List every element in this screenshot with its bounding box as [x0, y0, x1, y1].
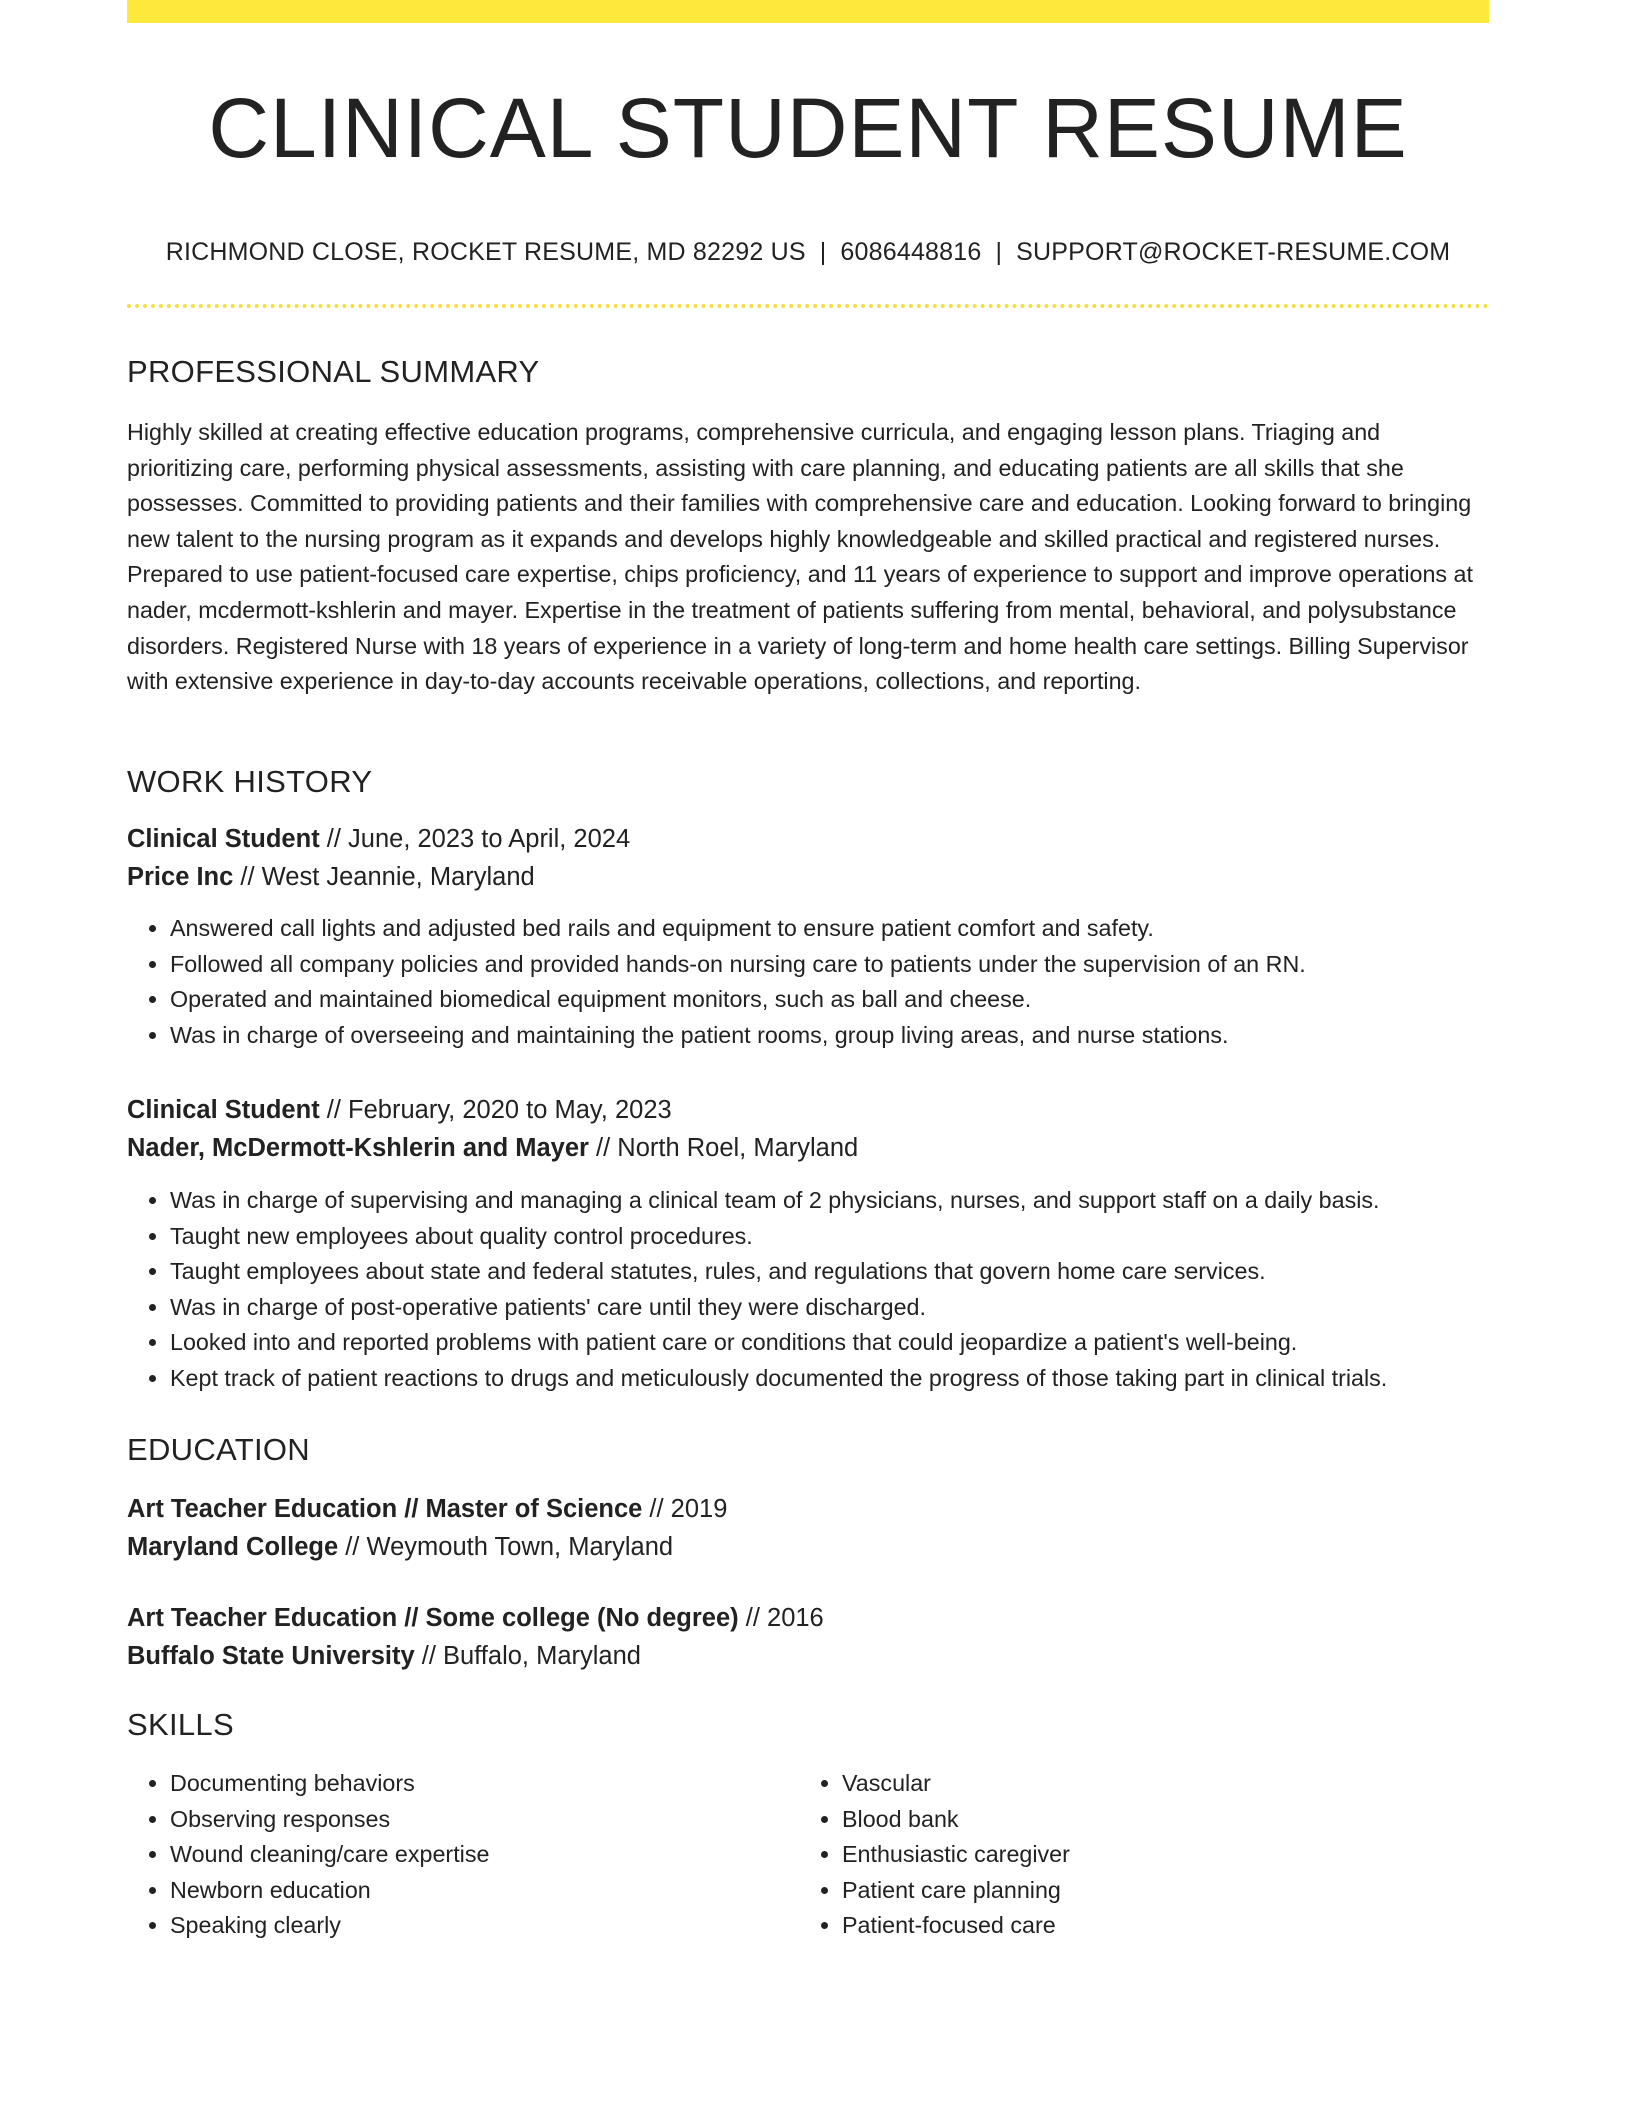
job-bullets — [127, 1183, 1489, 1397]
education-school: Buffalo State University — [127, 1642, 415, 1670]
job-title-line — [127, 820, 1489, 858]
skill-item: • Blood bank — [842, 1802, 1419, 1838]
contact-separator: | — [995, 238, 1003, 266]
job-title: Clinical Student — [127, 825, 320, 853]
contact-address: RICHMOND CLOSE, ROCKET RESUME, MD 82292 US — [165, 238, 806, 266]
job-entry — [127, 820, 1489, 1053]
education-degree-line — [127, 1599, 1489, 1637]
skills-column-right — [799, 1766, 1419, 1944]
skill-item: • Patient-focused care — [842, 1908, 1419, 1944]
summary-text: Highly skilled at creating effective education programs, comprehensive curricula, and engaging lesson plans. Triaging and prioritizing care, performing physical assessments, assisting with care planning, and educating patients are all skills that she possesses. Committed to providing patients and their families with comprehensive care and education. Looking forward to bringing new talent to the nursing program as it expands and develops highly knowledgeable and skilled practical and registered nurses. Prepared to use patient-focused care expertise, chips proficiency, and 11 years of experience to support and improve operations at nader, mcdermott-kshlerin and mayer. Expertise in the treatment of patients suffering from mental, behavioral, and polysubstance disorders. Registered Nurse with 18 years of experience in a variety of long-term and home health care settings. Billing Supervisor with extensive experience in day-to-day accounts receivable operations, collections, and reporting. — [127, 419, 1473, 695]
skill-item: • Vascular — [842, 1766, 1419, 1802]
education-entry — [127, 1490, 1489, 1566]
top-accent-bar — [127, 0, 1489, 23]
job-company: Price Inc — [127, 863, 234, 891]
job-location: // North Roel, Maryland — [588, 1134, 859, 1162]
education-degree: Art Teacher Education // Some college (No degree) — [127, 1604, 739, 1632]
skill-item: • Newborn education — [170, 1873, 747, 1909]
education-school-line — [127, 1528, 1489, 1566]
skills-heading: SKILLS — [127, 1707, 234, 1742]
job-bullet: • Was in charge of supervising and managing a clinical team of 2 physicians, nurses, and support staff on a daily basis. — [170, 1183, 1489, 1219]
education-location: // Weymouth Town, Maryland — [338, 1533, 674, 1561]
job-bullet: • Answered call lights and adjusted bed rails and equipment to ensure patient comfort and safety. — [170, 911, 1489, 947]
contact-email: SUPPORT@ROCKET-RESUME.COM — [1016, 238, 1451, 266]
summary-heading: PROFESSIONAL SUMMARY — [127, 354, 540, 389]
job-dates: // February, 2020 to May, 2023 — [319, 1096, 672, 1124]
job-company-line — [127, 1129, 1489, 1167]
job-location: // West Jeannie, Maryland — [233, 863, 535, 891]
education-degree-line — [127, 1490, 1489, 1528]
header-divider — [127, 304, 1489, 308]
skill-item: • Wound cleaning/care expertise — [170, 1837, 747, 1873]
contact-separator: | — [819, 238, 827, 266]
education-year: // 2016 — [738, 1604, 824, 1632]
education-year: // 2019 — [642, 1495, 728, 1523]
contact-line — [127, 238, 1489, 267]
job-bullet: • Was in charge of post-operative patients' care until they were discharged. — [170, 1290, 1489, 1326]
education-school: Maryland College — [127, 1533, 339, 1561]
education-entry — [127, 1599, 1489, 1675]
job-entry — [127, 1091, 1489, 1397]
education-heading: EDUCATION — [127, 1432, 310, 1467]
job-company-line — [127, 858, 1489, 896]
job-dates: // June, 2023 to April, 2024 — [319, 825, 631, 853]
job-bullet: • Looked into and reported problems with patient care or conditions that could jeopardize a patient's well-being. — [170, 1325, 1489, 1361]
job-bullet: • Taught employees about state and federal statutes, rules, and regulations that govern home care services. — [170, 1254, 1489, 1290]
skills-list — [127, 1766, 747, 1944]
education-school-line — [127, 1637, 1489, 1675]
skill-item: • Speaking clearly — [170, 1908, 747, 1944]
work-history-heading: WORK HISTORY — [127, 764, 373, 799]
job-title-line — [127, 1091, 1489, 1129]
job-bullet: • Operated and maintained biomedical equipment monitors, such as ball and cheese. — [170, 982, 1489, 1018]
job-bullet: • Was in charge of overseeing and maintaining the patient rooms, group living areas, and nurse stations. — [170, 1018, 1489, 1054]
job-bullet: • Kept track of patient reactions to drugs and meticulously documented the progress of those taking part in clinical trials. — [170, 1361, 1489, 1397]
job-bullet: • Taught new employees about quality control procedures. — [170, 1219, 1489, 1255]
skill-item: • Patient care planning — [842, 1873, 1419, 1909]
education-degree: Art Teacher Education // Master of Science — [127, 1495, 643, 1523]
resume-title: CLINICAL STUDENT RESUME — [208, 81, 1408, 175]
education-location: // Buffalo, Maryland — [414, 1642, 641, 1670]
skill-item: • Enthusiastic caregiver — [842, 1837, 1419, 1873]
job-company: Nader, McDermott-Kshlerin and Mayer — [127, 1134, 589, 1162]
skills-list — [799, 1766, 1419, 1944]
job-bullets — [127, 911, 1489, 1053]
job-bullet: • Followed all company policies and provided hands-on nursing care to patients under the supervision of an RN. — [170, 947, 1489, 983]
job-title: Clinical Student — [127, 1096, 320, 1124]
skill-item: • Documenting behaviors — [170, 1766, 747, 1802]
skills-column-left — [127, 1766, 747, 1944]
contact-phone: 6086448816 — [840, 238, 982, 266]
skill-item: • Observing responses — [170, 1802, 747, 1838]
